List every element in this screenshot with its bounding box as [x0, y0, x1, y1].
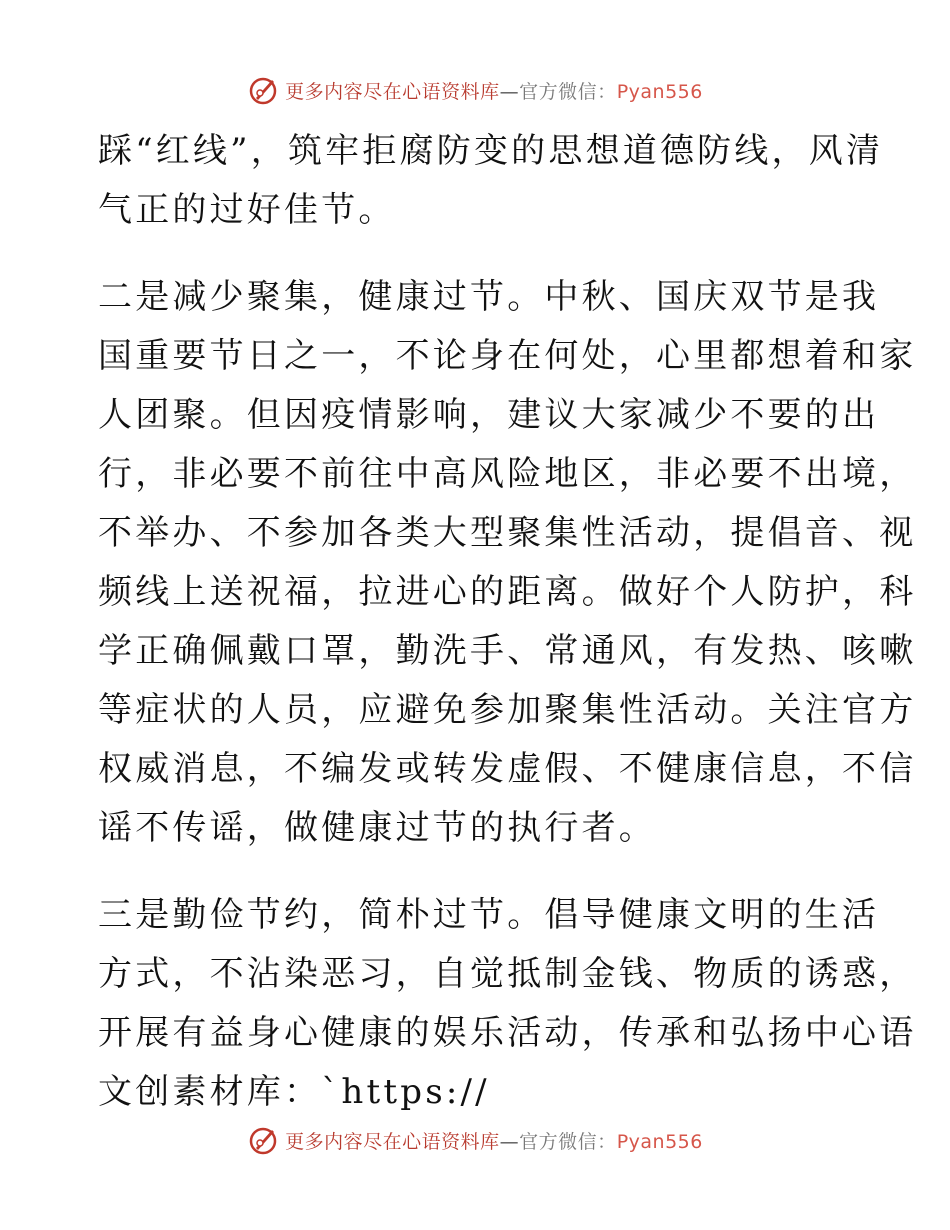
paragraph-3 — [98, 886, 917, 1122]
banner-wechat-id: Pyan556 — [616, 80, 703, 103]
banner-separator: — — [499, 1130, 520, 1153]
text-line: 气正的过好佳节。 — [98, 190, 396, 230]
header-banner — [0, 72, 950, 108]
text-line: 三是勤俭节约，简朴过节。倡导健康文明的生活 — [98, 895, 880, 935]
banner-wechat-label: 官方微信： — [519, 1130, 617, 1153]
text-line: 方式，不沾染恶习，自觉抵制金钱、物质的诱惑， — [98, 954, 917, 994]
text-line: 谣不传谣，做健康过节的执行者。 — [98, 808, 656, 848]
text-line: 学正确佩戴口罩，勤洗手、常通风，有发热、咳嗽 — [98, 631, 917, 671]
banner-main-text: 更多内容尽在心语资料库 — [285, 1130, 500, 1153]
document-body — [98, 122, 917, 1122]
text-line: 等症状的人员，应避免参加聚集性活动。关注官方 — [98, 690, 917, 730]
text-line: 踩“红线”，筑牢拒腐防变的思想道德防线，风清 — [98, 131, 884, 171]
text-line: 文创素材库：`https:// — [98, 1072, 490, 1112]
banner-text — [285, 77, 703, 104]
text-line: 权威消息，不编发或转发虚假、不健康信息，不信 — [98, 749, 917, 789]
paragraph-2 — [98, 268, 917, 858]
quill-logo-icon — [247, 74, 279, 106]
quill-logo-icon — [247, 1124, 279, 1156]
text-line: 行，非必要不前往中高风险地区，非必要不出境， — [98, 454, 917, 494]
banner-wechat-label: 官方微信： — [519, 80, 617, 103]
footer-banner — [0, 1122, 950, 1158]
text-line: 二是减少聚集，健康过节。中秋、国庆双节是我 — [98, 277, 880, 317]
text-line: 国重要节日之一，不论身在何处，心里都想着和家 — [98, 336, 917, 376]
text-line: 人团聚。但因疫情影响，建议大家减少不要的出 — [98, 395, 880, 435]
text-line: 开展有益身心健康的娱乐活动，传承和弘扬中心语 — [98, 1013, 917, 1053]
banner-separator: — — [499, 80, 520, 103]
text-line: 不举办、不参加各类大型聚集性活动，提倡音、视 — [98, 513, 917, 553]
banner-text — [285, 1127, 703, 1154]
paragraph-1 — [98, 122, 884, 240]
banner-main-text: 更多内容尽在心语资料库 — [285, 80, 500, 103]
text-line: 频线上送祝福，拉进心的距离。做好个人防护，科 — [98, 572, 917, 612]
banner-wechat-id: Pyan556 — [616, 1130, 703, 1153]
